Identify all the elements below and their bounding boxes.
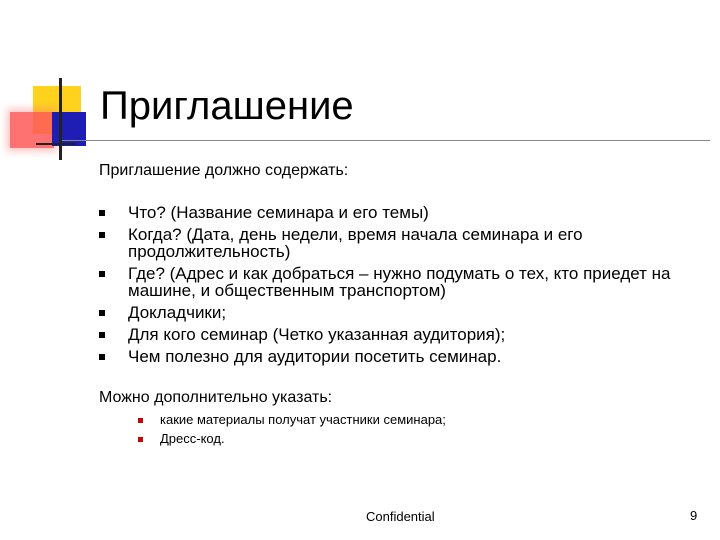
- square-bullet-icon: [99, 354, 105, 360]
- decor-short-line: [36, 143, 76, 145]
- bullet-text: Для кого семинар (Четко указанная аудитория);: [128, 325, 506, 344]
- footer-confidential: Confidential: [366, 509, 435, 524]
- sub-bullet-item: [138, 432, 446, 445]
- sub-bullet-item: [138, 413, 446, 426]
- bullet-text: Где? (Адрес и как добраться – нужно подумать о тех, кто приедет на машине, и общественным транспортом): [128, 264, 671, 300]
- bullet-text: Когда? (Дата, день недели, время начала семинара и его продолжительность): [128, 225, 583, 261]
- bullet-item: [98, 304, 698, 321]
- square-bullet-icon: [99, 210, 105, 216]
- bullet-text: Чем полезно для аудитории посетить семинар.: [128, 347, 502, 366]
- square-bullet-icon: [99, 332, 105, 338]
- slide-title: Приглашение: [100, 84, 354, 128]
- bullet-item: [98, 204, 698, 221]
- bullet-item: [98, 326, 698, 343]
- page-number: 9: [690, 508, 698, 523]
- bullet-text: Что? (Название семинара и его темы): [128, 203, 429, 222]
- sub-bullet-text: какие материалы получат участники семинара;: [160, 412, 446, 427]
- square-bullet-icon: [99, 232, 105, 238]
- sub-bullet-text: Дресс-код.: [160, 431, 225, 446]
- square-bullet-icon: [99, 271, 105, 277]
- square-bullet-icon: [138, 418, 143, 423]
- additional-intro-text: Можно дополнительно указать:: [99, 389, 333, 406]
- main-bullet-list: [98, 204, 698, 370]
- bullet-text: Докладчики;: [128, 303, 227, 322]
- title-underline: [62, 140, 710, 141]
- square-bullet-icon: [99, 310, 105, 316]
- intro-text: Приглашение должно содержать:: [99, 162, 349, 179]
- bullet-item: [98, 265, 698, 299]
- decor-vertical-line: [59, 78, 62, 160]
- bullet-item: [98, 226, 698, 260]
- square-bullet-icon: [138, 437, 143, 442]
- sub-bullet-list: [138, 413, 446, 451]
- bullet-item: [98, 348, 698, 365]
